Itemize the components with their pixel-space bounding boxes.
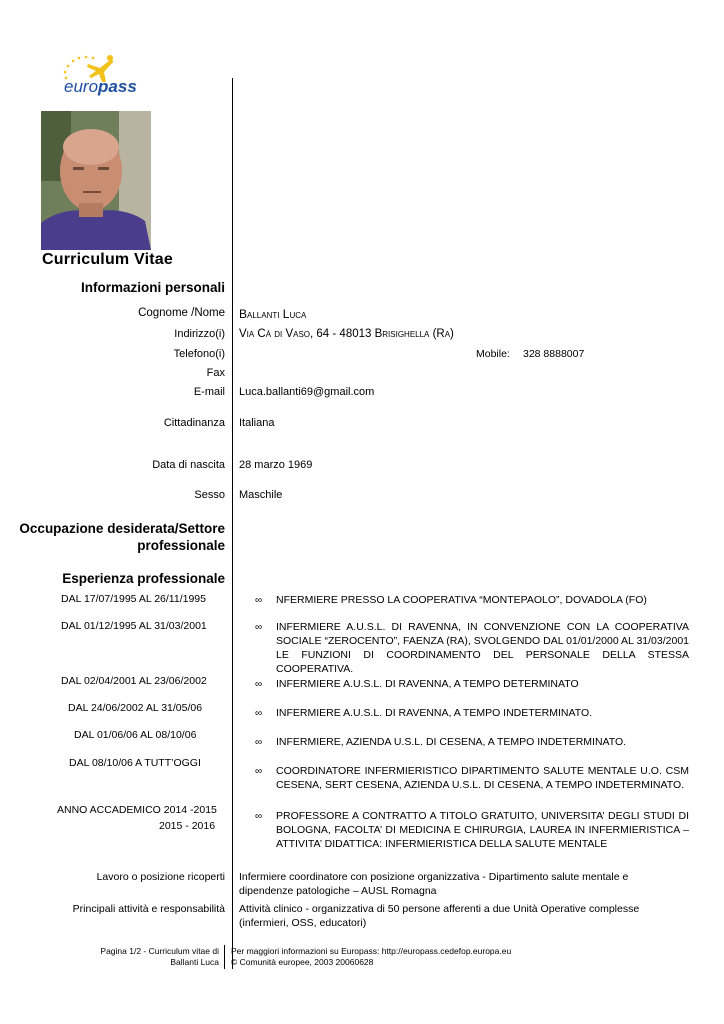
footer-copyright: © Comunità europee, 2003 20060628	[231, 957, 374, 967]
citizenship-value: Italiana	[239, 417, 275, 429]
mobile-value: 328 8888007	[523, 348, 585, 360]
email-label: E-mail	[193, 386, 225, 398]
citizenship-label: Cittadinanza	[163, 417, 225, 429]
address-value: Via Cà di Vaso, 64 - 48013 Brisighella (Ra)	[239, 328, 454, 340]
sex-label: Sesso	[194, 489, 225, 501]
surname-name-value: Ballanti Luca	[239, 307, 307, 321]
occupation-heading	[19, 520, 225, 554]
experience-date: DAL 17/07/1995 AL 26/11/1995	[61, 593, 206, 605]
birth-date-label: Data di nascita	[152, 459, 225, 471]
experience-text: INFERMIERE A.U.S.L. DI RAVENNA, A TEMPO INDETERMINATO.	[276, 707, 593, 719]
bullet-icon: ∞	[255, 766, 263, 777]
experience-text: INFERMIERE A.U.S.L. DI RAVENNA, A TEMPO DETERMINATO	[276, 678, 579, 690]
position-value: Infermiere coordinatore con posizione organizzativa - Dipartimento salute mentale e dipendenze patologiche – AUSL Romagna	[239, 871, 629, 897]
experience-text: NFERMIERE PRESSO LA COOPERATIVA “MONTEPAOLO”, DOVADOLA (FO)	[276, 594, 647, 606]
sex-value: Maschile	[239, 489, 283, 501]
occupation-heading-line1: Occupazione desiderata/Settore	[19, 521, 225, 536]
experience-text: INFERMIERE, AZIENDA U.S.L. DI CESENA, A TEMPO INDETERMINATO.	[276, 736, 627, 748]
cv-title: Curriculum Vitae	[42, 251, 173, 268]
surname-name-label: Cognome /Nome	[138, 307, 225, 319]
bullet-icon: ∞	[255, 811, 263, 822]
footer-left-line1: Pagina 1/2 - Curriculum vitae di	[100, 946, 219, 956]
bullet-icon: ∞	[255, 737, 263, 748]
europass-logo	[58, 52, 148, 98]
footer-left-line2: Ballanti Luca	[170, 957, 219, 967]
footer-europass-link[interactable]: Per maggiori informazioni su Europass: http://europass.cedefop.europa.eu	[231, 946, 512, 956]
column-divider	[232, 78, 233, 969]
occupation-heading-line2: professionale	[137, 538, 225, 553]
bullet-icon: ∞	[255, 679, 263, 690]
experience-date: ANNO ACCADEMICO 2014 -2015	[57, 804, 217, 816]
experience-date: DAL 02/04/2001 AL 23/06/2002	[61, 675, 207, 687]
experience-date: DAL 08/10/06 A TUTT’OGGI	[69, 757, 201, 769]
bullet-icon: ∞	[255, 622, 263, 633]
footer-left	[100, 946, 219, 968]
activities-label: Principali attività e responsabilità	[72, 903, 225, 915]
personal-info-heading: Informazioni personali	[80, 280, 225, 295]
bullet-icon: ∞	[255, 595, 263, 606]
experience-text: PROFESSORE A CONTRATTO A TITOLO GRATUITO, UNIVERSITA’ DEGLI STUDI DI BOLOGNA, FACOLTA’ DI MEDICINA E CHIRURGIA, LAUREA IN INFERMIERISTICA – ATTIVITA’ DIDATTICA: INFERMIERISTICA DELLA SALUTE MENTALE	[276, 810, 689, 850]
experience-date: DAL 01/06/06 AL 08/10/06	[74, 729, 197, 741]
logo-text-pass: pass	[98, 77, 137, 96]
address-label: Indirizzo(i)	[174, 328, 225, 340]
footer-divider	[224, 945, 225, 969]
experience-date: DAL 01/12/1995 AL 31/03/2001	[61, 620, 207, 632]
footer-right	[231, 946, 511, 968]
position-label: Lavoro o posizione ricoperti	[96, 871, 225, 883]
experience-text: INFERMIERE A.U.S.L. DI RAVENNA, IN CONVENZIONE CON LA COOPERATIVA SOCIALE “ZEROCENTO”, FAENZA (RA), SVOLGENDO DAL 01/01/2000 AL 31/03/2001 LE FUNZIONI DI COORDINAMENTO DEL PERSONALE DELLA STESSA COOPERATIVA.	[276, 621, 689, 675]
logo-text-euro: euro	[64, 77, 99, 96]
email-value[interactable]: Luca.ballanti69@gmail.com	[239, 386, 375, 398]
mobile-label: Mobile:	[476, 348, 510, 360]
experience-text: COORDINATORE INFERMIERISTICO DIPARTIMENTO SALUTE MENTALE U.O. CSM CESENA, SERT CESENA, AZIENDA U.S.L. DI CESENA, A TEMPO INDETERMINATO.	[276, 765, 689, 791]
phone-label: Telefono(i)	[173, 348, 225, 360]
experience-date-continued: 2015 - 2016	[159, 820, 216, 832]
fax-label: Fax	[206, 367, 225, 379]
birth-date-value: 28 marzo 1969	[239, 459, 313, 471]
profile-photo	[41, 111, 151, 250]
experience-heading: Esperienza professionale	[62, 571, 225, 586]
activities-value: Attività clinico - organizzativa di 50 persone afferenti a due Unità Operative complesse (infermieri, OSS, educatori)	[239, 903, 640, 929]
experience-date: DAL 24/06/2002 AL 31/05/06	[68, 702, 203, 714]
bullet-icon: ∞	[255, 708, 263, 719]
